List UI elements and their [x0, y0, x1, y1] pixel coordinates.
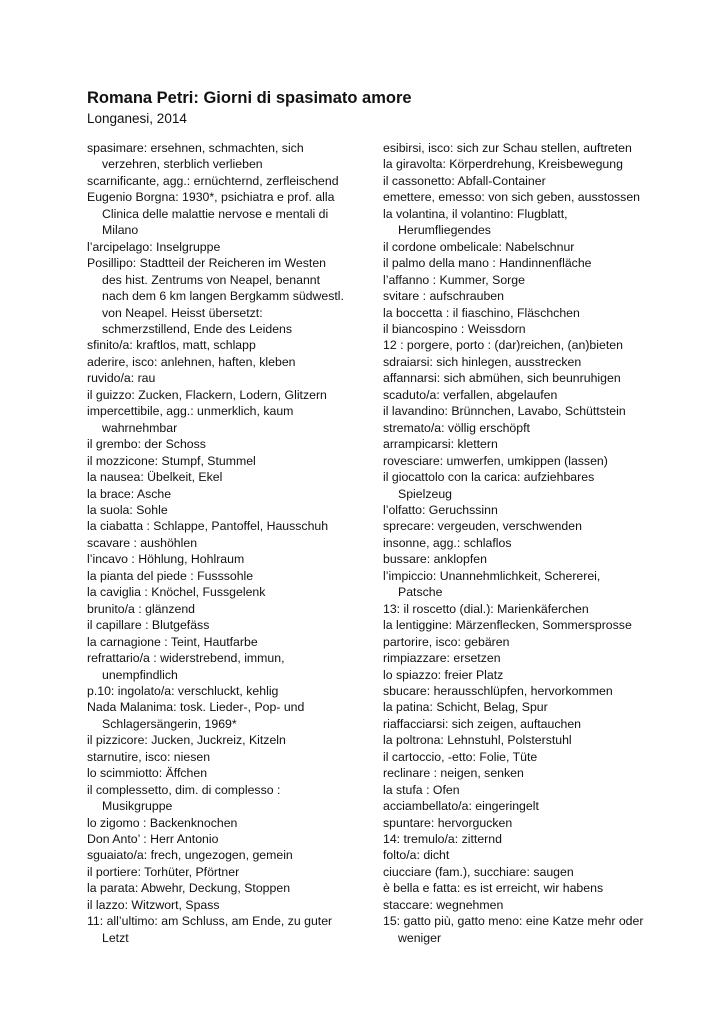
vocabulary-entry: l’impiccio: Unannehmlichkeit, Schererei, Patsche — [383, 568, 601, 600]
document-subtitle: Longanesi, 2014 — [87, 111, 187, 126]
vocabulary-entry: 15: gatto più, gatto meno: eine Katze mehr oder weniger — [383, 914, 644, 945]
right-vocabulary-column — [383, 140, 645, 946]
vocabulary-entry: il grembo: der Schoss — [87, 437, 206, 452]
vocabulary-entry: staccare: wegnehmen — [383, 897, 504, 912]
vocabulary-entry: rovesciare: umwerfen, umkippen (lassen) — [383, 453, 608, 468]
vocabulary-entry: emettere, emesso: von sich geben, ausstossen — [383, 190, 641, 205]
vocabulary-entry: sdraiarsi: sich hinlegen, ausstrecken — [383, 354, 582, 369]
vocabulary-entry: svitare : aufschrauben — [383, 289, 504, 304]
vocabulary-entry: il palmo della mano : Handinnenfläche — [383, 256, 592, 271]
vocabulary-entry: il cartoccio, -etto: Folie, Tüte — [383, 749, 538, 764]
vocabulary-entry: il cassonetto: Abfall-Container — [383, 173, 546, 188]
vocabulary-entry: esibirsi, isco: sich zur Schau stellen, auftreten — [383, 141, 632, 155]
vocabulary-entry: arrampicarsi: klettern — [383, 437, 498, 452]
vocabulary-entry: Don Anto’ : Herr Antonio — [87, 832, 219, 847]
vocabulary-entry: il portiere: Torhüter, Pförtner — [87, 864, 240, 879]
vocabulary-entry: il pizzicore: Jucken, Juckreiz, Kitzeln — [87, 733, 286, 748]
vocabulary-entry: la giravolta: Körperdrehung, Kreisbewegung — [383, 157, 623, 172]
vocabulary-entry: impercettibile, agg.: unmerklich, kaum wahrnehmbar — [87, 404, 294, 435]
vocabulary-entry: 13: il roscetto (dial.): Marienkäferchen — [383, 601, 589, 616]
document-title: Romana Petri: Giorni di spasimato amore — [87, 89, 412, 107]
vocabulary-entry: il complessetto, dim. di complesso : Musikgruppe — [87, 782, 281, 814]
vocabulary-entry: Nada Malanima: tosk. Lieder-, Pop- und Schlagersängerin, 1969* — [87, 700, 305, 731]
vocabulary-entry: ciucciare (fam.), succhiare: saugen — [383, 864, 574, 879]
vocabulary-entry: folto/a: dicht — [383, 848, 450, 863]
vocabulary-entry: starnutire, isco: niesen — [87, 749, 211, 764]
vocabulary-entry: scarnificante, agg.: ernüchternd, zerfleischend — [87, 173, 339, 188]
vocabulary-entry: acciambellato/a: eingeringelt — [383, 799, 539, 814]
vocabulary-entry: rimpiazzare: ersetzen — [383, 651, 501, 666]
vocabulary-entry: il capillare : Blutgefäss — [87, 618, 210, 633]
document-header — [87, 88, 412, 128]
vocabulary-entry: il biancospino : Weissdorn — [383, 321, 526, 336]
vocabulary-entry: la nausea: Übelkeit, Ekel — [87, 470, 223, 485]
vocabulary-entry: sbucare: herausschlüpfen, hervorkommen — [383, 683, 613, 698]
vocabulary-entry: la carnagione : Teint, Hautfarbe — [87, 634, 258, 649]
vocabulary-entry: 12 : porgere, porto : (dar)reichen, (an)bieten — [383, 338, 623, 353]
vocabulary-entry: la pianta del piede : Fusssohle — [87, 568, 254, 583]
vocabulary-entry: scavare : aushöhlen — [87, 535, 198, 550]
vocabulary-entry: il mozzicone: Stumpf, Stummel — [87, 453, 256, 468]
vocabulary-entry: sprecare: vergeuden, verschwenden — [383, 519, 582, 534]
left-vocabulary-column — [87, 140, 349, 946]
vocabulary-entry: bussare: anklopfen — [383, 552, 487, 567]
vocabulary-entry: la parata: Abwehr, Deckung, Stoppen — [87, 881, 291, 896]
vocabulary-entry: il lazzo: Witzwort, Spass — [87, 897, 220, 912]
vocabulary-entry: spuntare: hervorgucken — [383, 815, 513, 830]
vocabulary-entry: lo zigomo : Backenknochen — [87, 815, 238, 830]
vocabulary-entry: affannarsi: sich abmühen, sich beunruhigen — [383, 371, 621, 386]
vocabulary-entry: l’arcipelago: Inselgruppe — [87, 239, 221, 254]
vocabulary-entry: la caviglia : Knöchel, Fussgelenk — [87, 585, 266, 600]
vocabulary-entry: scaduto/a: verfallen, abgelaufen — [383, 387, 558, 402]
vocabulary-entry: sguaiato/a: frech, ungezogen, gemein — [87, 848, 293, 863]
vocabulary-entry: refrattario/a : widerstrebend, immun, unempfindlich — [87, 651, 285, 682]
vocabulary-entry: la patina: Schicht, Belag, Spur — [383, 700, 548, 715]
vocabulary-entry: la ciabatta : Schlappe, Pantoffel, Hausschuh — [87, 519, 329, 534]
vocabulary-entry: insonne, agg.: schlaflos — [383, 535, 512, 550]
vocabulary-entry: l’incavo : Höhlung, Hohlraum — [87, 552, 245, 567]
vocabulary-entry: l’olfatto: Geruchssinn — [383, 502, 498, 517]
vocabulary-entry: la suola: Sohle — [87, 502, 168, 517]
vocabulary-entry: brunito/a : glänzend — [87, 601, 196, 616]
vocabulary-entry: Eugenio Borgna: 1930*, psichiatra e prof. alla Clinica delle malattie nervose e mentali di Milano — [87, 190, 335, 238]
vocabulary-entry: la lentiggine: Märzenflecken, Sommersprosse — [383, 618, 632, 633]
vocabulary-entry: il giocattolo con la carica: aufziehbares Spielzeug — [383, 470, 595, 501]
vocabulary-entry: aderire, isco: anlehnen, haften, kleben — [87, 354, 296, 369]
vocabulary-entry: spasimare: ersehnen, schmachten, sich verzehren, sterblich verlieben — [87, 141, 304, 172]
vocabulary-entry: la volantina, il volantino: Flugblatt, Herumfliegendes — [383, 206, 568, 238]
vocabulary-entry: 11: all’ultimo: am Schluss, am Ende, zu guter Letzt — [87, 914, 333, 945]
vocabulary-entry: l’affanno : Kummer, Sorge — [383, 272, 525, 287]
vocabulary-entry: la brace: Asche — [87, 486, 172, 501]
vocabulary-entry: partorire, isco: gebären — [383, 634, 510, 649]
vocabulary-entry: lo scimmiotto: Äffchen — [87, 766, 208, 781]
vocabulary-entry: la stufa : Ofen — [383, 782, 460, 797]
vocabulary-entry: reclinare : neigen, senken — [383, 766, 524, 781]
vocabulary-entry: la boccetta : il fiaschino, Fläschchen — [383, 305, 580, 320]
vocabulary-entry: lo spiazzo: freier Platz — [383, 667, 504, 682]
vocabulary-entry: sfinito/a: kraftlos, matt, schlapp — [87, 338, 256, 353]
vocabulary-entry: riaffacciarsi: sich zeigen, auftauchen — [383, 716, 581, 731]
vocabulary-entry: ruvido/a: rau — [87, 371, 156, 386]
vocabulary-entry: Posillipo: Stadtteil der Reicheren im Westen des hist. Zentrums von Neapel, benannt nach dem 6 km langen Bergkamm südwestl. von Neapel. Heisst übersetzt: schmerzstillend, Ende des Leidens — [87, 256, 344, 336]
vocabulary-entry: stremato/a: völlig erschöpft — [383, 420, 530, 435]
vocabulary-entry: 14: tremulo/a: zitternd — [383, 832, 502, 847]
vocabulary-entry: è bella e fatta: es ist erreicht, wir habens — [383, 881, 604, 896]
vocabulary-entry: il lavandino: Brünnchen, Lavabo, Schüttstein — [383, 404, 626, 419]
vocabulary-entry: la poltrona: Lehnstuhl, Polsterstuhl — [383, 733, 572, 748]
vocabulary-entry: il cordone ombelicale: Nabelschnur — [383, 239, 575, 254]
vocabulary-entry: p.10: ingolato/a: verschluckt, kehlig — [87, 683, 279, 698]
vocabulary-entry: il guizzo: Zucken, Flackern, Lodern, Glitzern — [87, 387, 327, 402]
